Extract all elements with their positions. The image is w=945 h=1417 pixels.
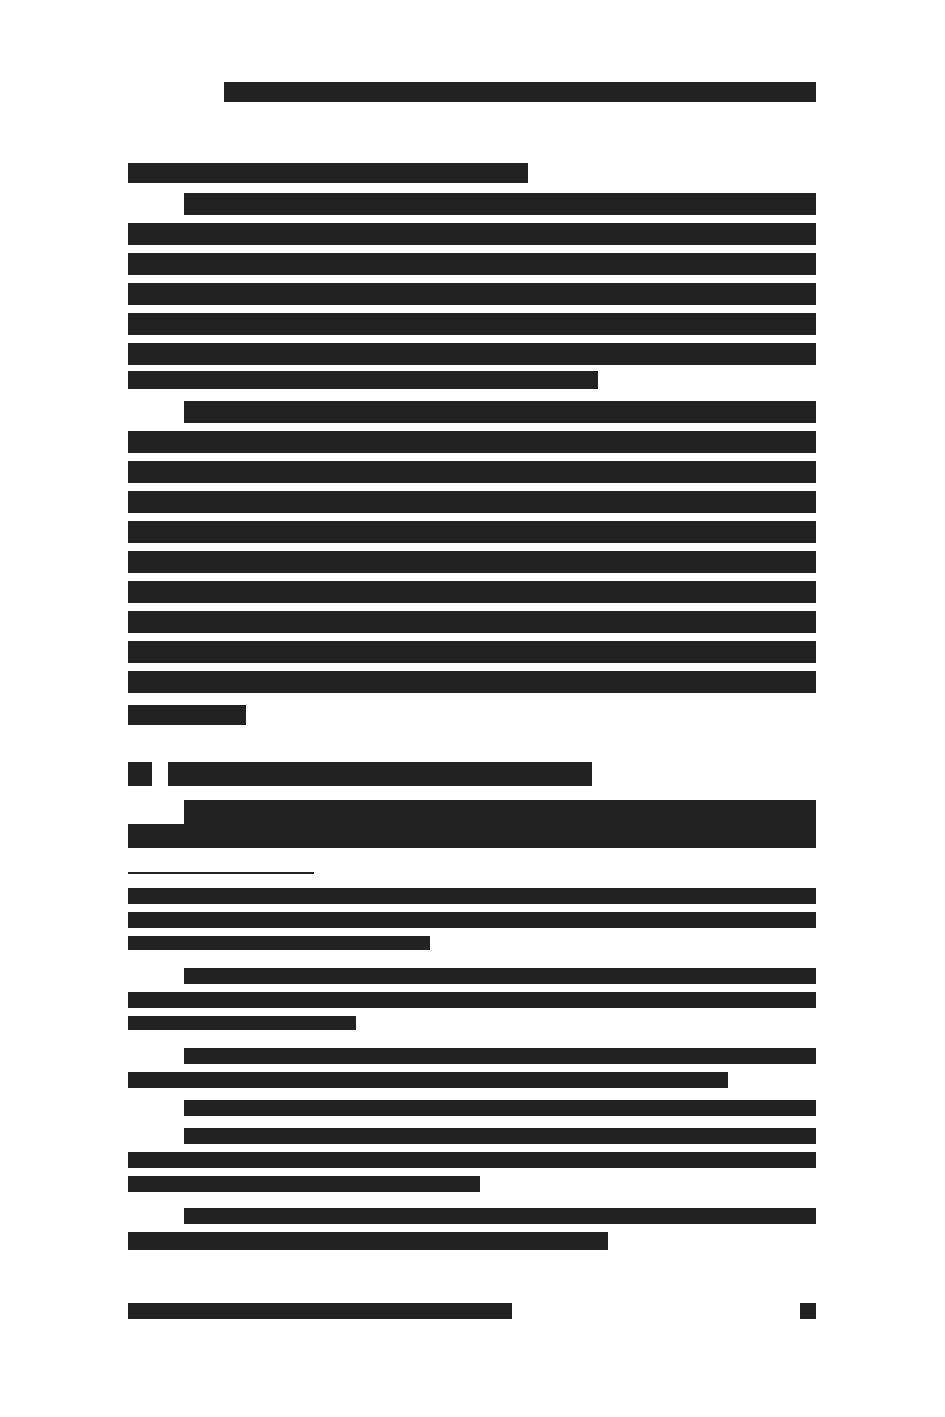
header-line bbox=[224, 82, 816, 102]
redaction-bar bbox=[184, 1100, 816, 1116]
paragraph-3-line bbox=[128, 521, 816, 543]
footnote-divider bbox=[128, 872, 314, 874]
redaction-bar bbox=[800, 1303, 816, 1319]
section-paragraph-line bbox=[184, 800, 816, 824]
redaction-bar bbox=[128, 912, 816, 928]
redaction-bar bbox=[184, 193, 816, 215]
section-number-block bbox=[128, 762, 152, 786]
redaction-bar bbox=[128, 521, 816, 543]
redaction-bar bbox=[128, 992, 816, 1008]
footer-text-block bbox=[128, 1303, 512, 1319]
redaction-bar bbox=[128, 491, 816, 513]
redaction-bar bbox=[128, 611, 816, 633]
footnote-6-line bbox=[128, 1232, 608, 1250]
redaction-bar bbox=[168, 762, 592, 786]
paragraph-2-line bbox=[128, 343, 816, 365]
paragraph-1-tail-line bbox=[128, 163, 528, 183]
redaction-bar bbox=[184, 968, 816, 984]
paragraph-2-line bbox=[128, 253, 816, 275]
redaction-bar bbox=[128, 343, 816, 365]
running-header-text bbox=[0, 0, 1, 1]
footnote-4-line bbox=[184, 1100, 816, 1116]
paragraph-2-line bbox=[128, 313, 816, 335]
paragraph-2-line bbox=[128, 283, 816, 305]
paragraph-2-line bbox=[128, 371, 598, 389]
footnote-3-line bbox=[128, 1072, 728, 1088]
footnote-2-line bbox=[184, 968, 816, 984]
footnote-3-line bbox=[184, 1048, 816, 1064]
footnote-1-line bbox=[128, 912, 816, 928]
redaction-bar bbox=[128, 163, 528, 183]
redaction-bar bbox=[128, 705, 246, 725]
redaction-bar bbox=[128, 581, 816, 603]
paragraph-3-line bbox=[128, 705, 246, 725]
redaction-bar bbox=[128, 371, 598, 389]
redaction-bar bbox=[224, 82, 816, 102]
redaction-bar bbox=[128, 461, 816, 483]
footnote-1-line bbox=[128, 936, 430, 950]
redaction-bar bbox=[128, 1016, 356, 1030]
redaction-bar bbox=[128, 431, 816, 453]
redaction-bar bbox=[184, 1048, 816, 1064]
redaction-bar bbox=[128, 551, 816, 573]
footnote-1-line bbox=[128, 888, 816, 904]
redaction-bar bbox=[128, 1176, 480, 1192]
paragraph-3-line bbox=[128, 671, 816, 693]
page-number-block bbox=[800, 1303, 816, 1319]
paragraph-3-line bbox=[128, 611, 816, 633]
redaction-bar bbox=[128, 1232, 608, 1250]
redaction-bar bbox=[128, 824, 816, 848]
paragraph-3-line bbox=[128, 461, 816, 483]
redaction-bar bbox=[128, 888, 816, 904]
section-title bbox=[0, 0, 1, 1]
footnote-5-line bbox=[128, 1152, 816, 1168]
paragraph-3-line bbox=[128, 491, 816, 513]
redaction-bar bbox=[184, 1208, 816, 1224]
redaction-bar bbox=[184, 800, 816, 824]
paragraph-3-line bbox=[184, 401, 816, 423]
footnote-2-line bbox=[128, 1016, 356, 1030]
redaction-bar bbox=[128, 936, 430, 950]
footnote-2-line bbox=[128, 992, 816, 1008]
paragraph-3-line bbox=[128, 431, 816, 453]
redaction-bar bbox=[128, 762, 152, 786]
page-number bbox=[0, 0, 1, 1]
paragraph-2-line bbox=[128, 223, 816, 245]
redaction-bar bbox=[184, 1128, 816, 1144]
paragraph-3-line bbox=[128, 581, 816, 603]
redaction-bar bbox=[128, 223, 816, 245]
redaction-bar bbox=[128, 1072, 728, 1088]
redaction-bar bbox=[128, 641, 816, 663]
footer-text bbox=[0, 0, 1, 1]
paragraph-2-line bbox=[184, 193, 816, 215]
redaction-bar bbox=[184, 401, 816, 423]
section-number bbox=[0, 0, 1, 1]
redaction-bar bbox=[128, 313, 816, 335]
paragraph-3-line bbox=[128, 641, 816, 663]
section-paragraph-line bbox=[128, 824, 816, 848]
redaction-bar bbox=[128, 253, 816, 275]
footnote-6-line bbox=[184, 1208, 816, 1224]
redaction-bar bbox=[128, 1152, 816, 1168]
footnote-5-line bbox=[184, 1128, 816, 1144]
redaction-bar bbox=[128, 283, 816, 305]
footnote-5-line bbox=[128, 1176, 480, 1192]
section-title-block bbox=[168, 762, 592, 786]
paragraph-3-line bbox=[128, 551, 816, 573]
redaction-bar bbox=[128, 671, 816, 693]
redaction-bar bbox=[128, 1303, 512, 1319]
